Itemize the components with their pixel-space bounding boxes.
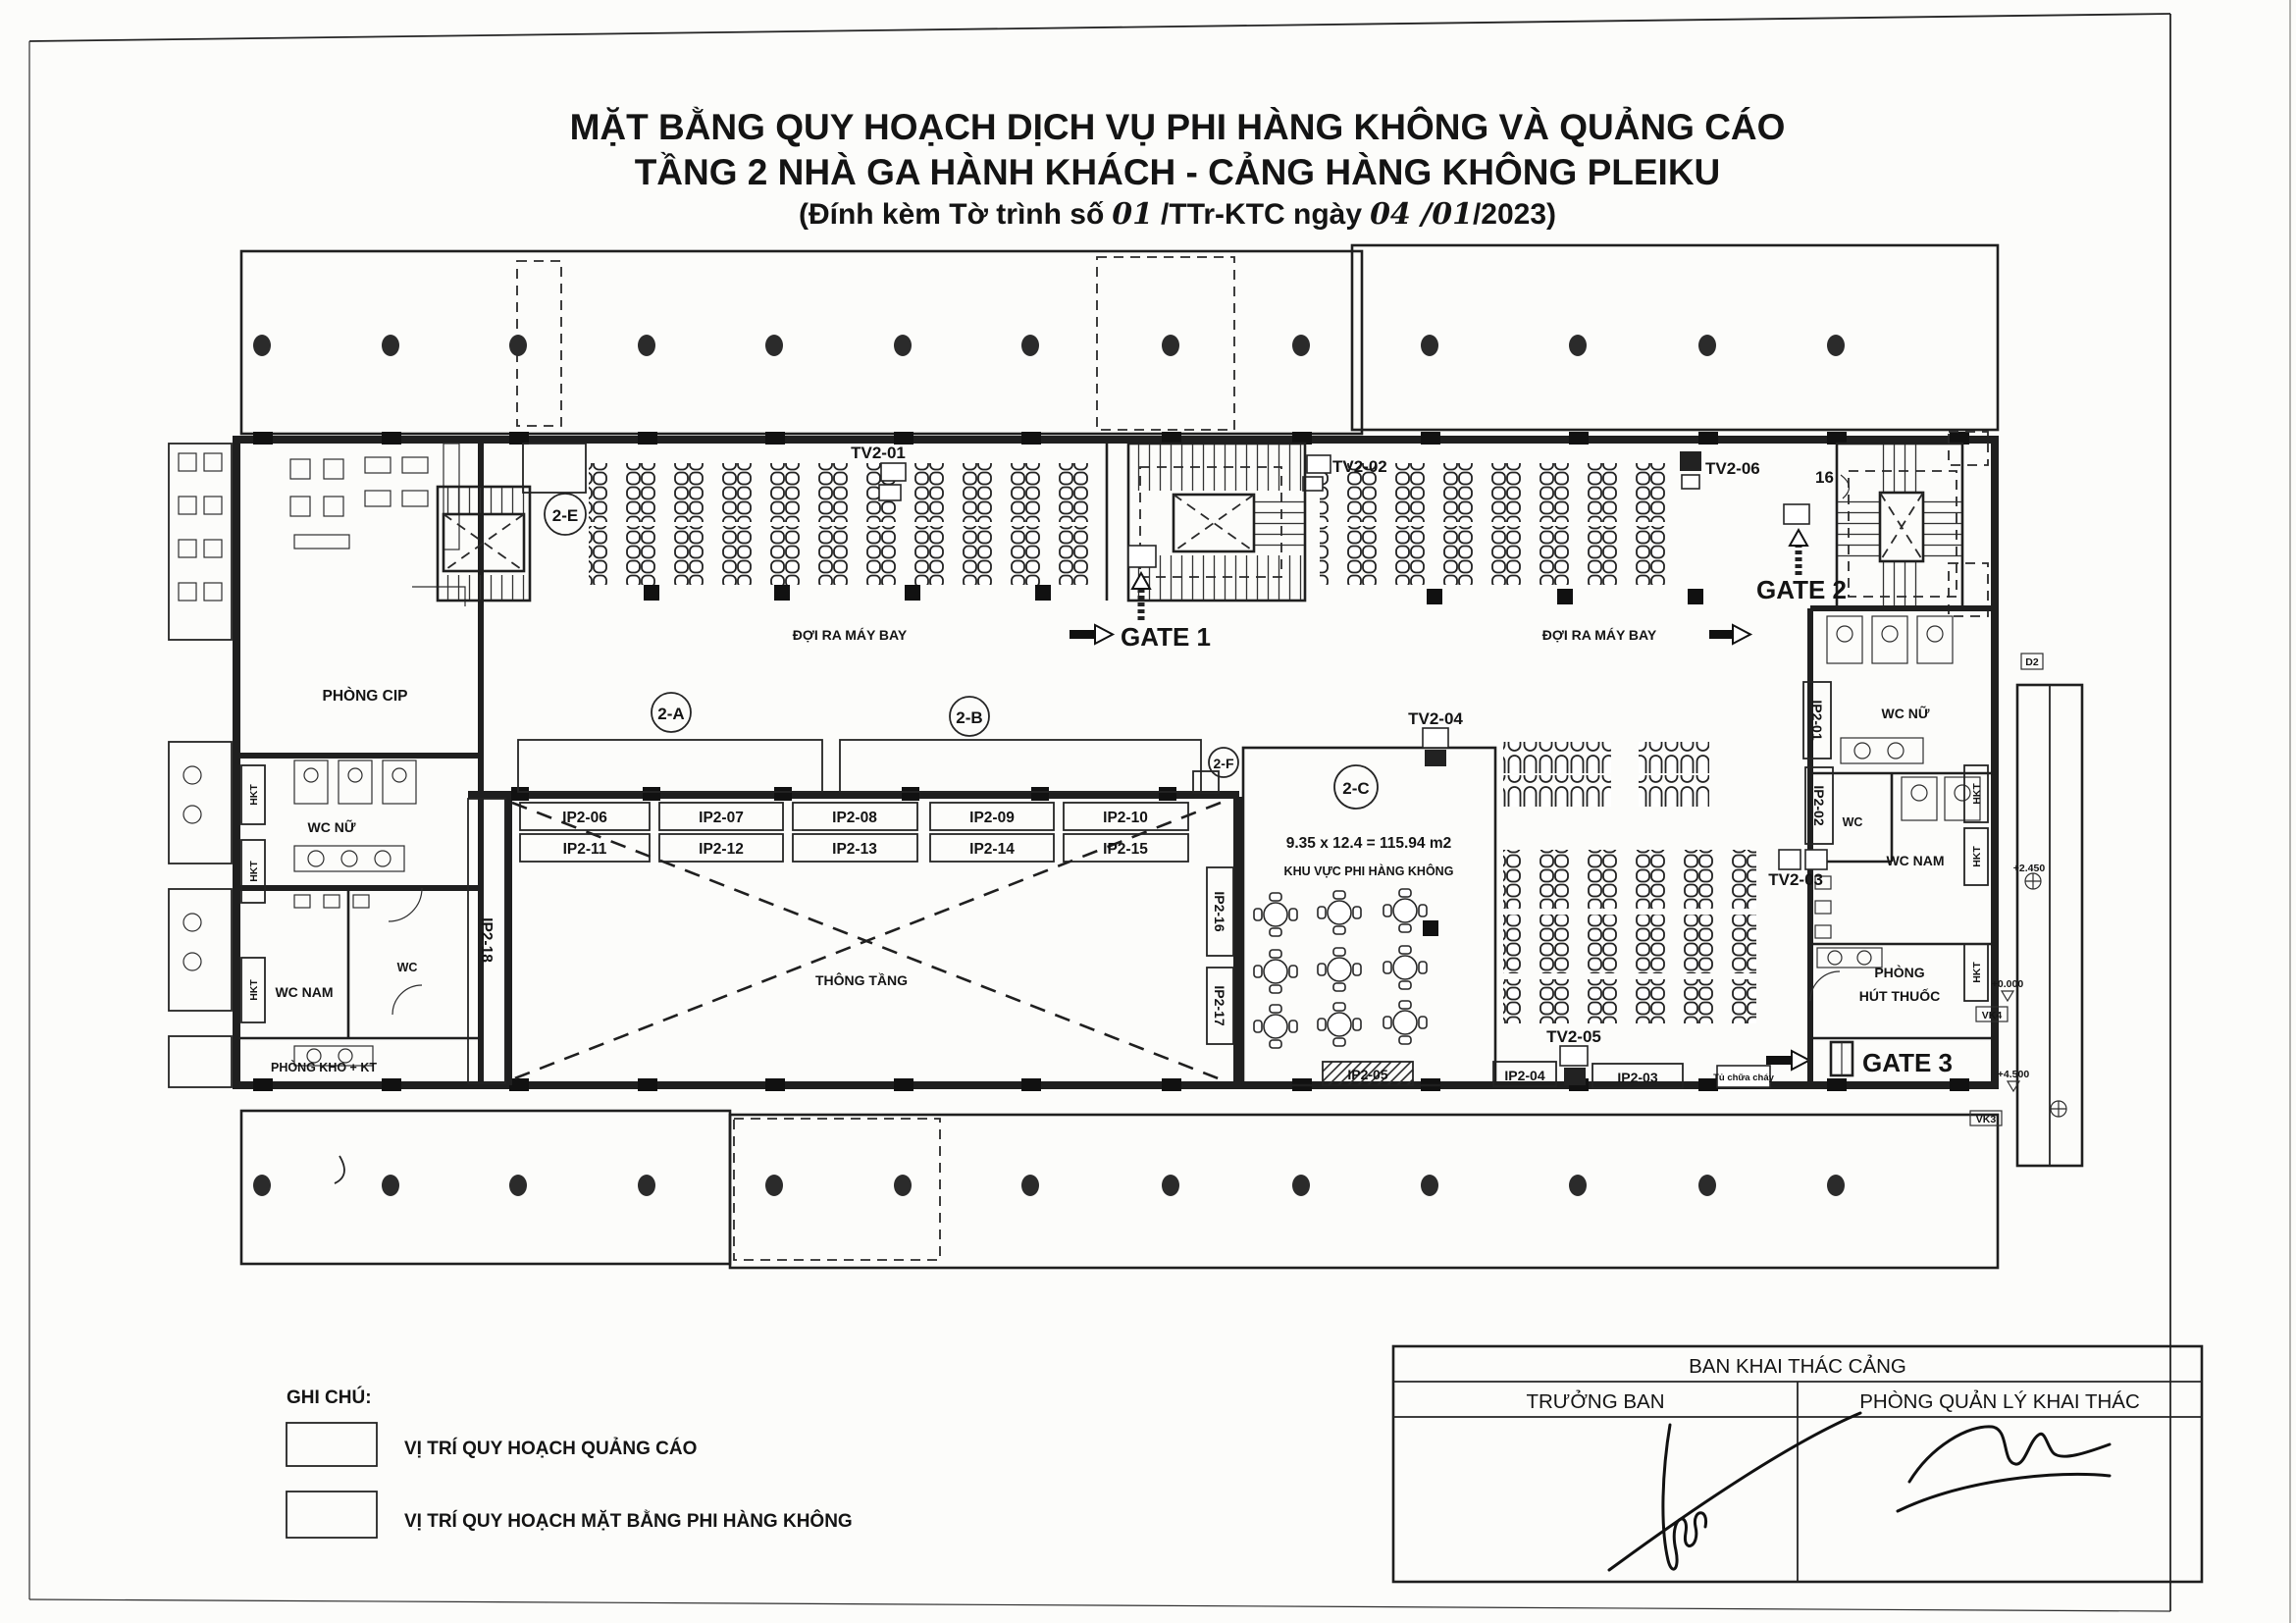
tv2-01-label: TV2-01 xyxy=(851,444,906,462)
ad-box-ip2-05: IP2-05 xyxy=(1347,1067,1388,1082)
gate3-arrow xyxy=(1766,1051,1809,1070)
title-block xyxy=(570,106,1786,232)
title-line3-prefix: (Đính kèm Tờ trình số xyxy=(798,198,1105,231)
void-atrium xyxy=(468,787,1243,1085)
hkt-shaft-label: HKT xyxy=(248,979,260,1001)
ad-box-ip2-15: IP2-15 xyxy=(1103,841,1148,858)
legend-item-advertising: VỊ TRÍ QUY HOẠCH QUẢNG CÁO xyxy=(404,1439,698,1459)
page-border xyxy=(29,0,2290,1623)
tv2-04-label: TV2-04 xyxy=(1408,709,1463,728)
zone-circle-2a: 2-A xyxy=(657,705,685,723)
wait-arrow-right xyxy=(1709,625,1750,644)
elevation-2450: +2.450 xyxy=(2012,863,2046,874)
room-label-wc-nam-left: WC NAM xyxy=(275,984,334,1000)
room-label-wc-left: WC xyxy=(396,961,418,974)
stair-note-16: 16 xyxy=(1815,468,1834,487)
title-line3-mid: /TTr-KTC ngày xyxy=(1161,198,1363,231)
roof-columns-top xyxy=(253,335,1845,356)
elevation-4500: +4.500 xyxy=(1997,1069,2030,1080)
void-label: THÔNG TẦNG xyxy=(814,972,909,988)
hkt-shaft-label: HKT xyxy=(1971,783,1983,805)
hkt-shaft-label: HKT xyxy=(248,784,260,806)
pen-mark xyxy=(335,1156,344,1183)
ad-strip-ip2-17: IP2-17 xyxy=(1212,985,1227,1026)
stair-gate1 xyxy=(1070,444,1305,652)
ad-strip-ip2-02: IP2-02 xyxy=(1811,785,1827,826)
legend-heading: GHI CHÚ: xyxy=(287,1387,372,1408)
ad-box-ip2-03: IP2-03 xyxy=(1617,1070,1658,1085)
ad-strip-ip2-01: IP2-01 xyxy=(1809,700,1825,741)
zone-2e-adv-block xyxy=(523,444,586,493)
zone-2a-strip xyxy=(518,740,822,792)
bottom-corridor xyxy=(1493,1027,1809,1088)
ad-box-ip2-12: IP2-12 xyxy=(699,841,744,858)
ad-strip-ip2-18: IP2-18 xyxy=(478,917,495,963)
ad-box-ip2-14: IP2-14 xyxy=(969,841,1015,858)
title-doc-number: 01 xyxy=(1112,197,1154,232)
room-label-kho-kt: PHÒNG KHO + KT xyxy=(271,1061,377,1074)
ad-box-ip2-04: IP2-04 xyxy=(1504,1068,1545,1083)
roof-columns-bottom xyxy=(253,1175,1845,1196)
table-col-truong-ban: TRƯỞNG BAN xyxy=(1526,1390,1665,1413)
d2-label: D2 xyxy=(2025,656,2039,668)
bottom-canopy xyxy=(241,1111,1998,1268)
table-header-ban-khai-thac-cang: BAN KHAI THÁC CẢNG xyxy=(1689,1355,1906,1378)
ad-box-ip2-13: IP2-13 xyxy=(832,841,877,858)
wait-area-text-left: ĐỢI RA MÁY BAY xyxy=(792,627,908,643)
drawing-title-line2: TẦNG 2 NHÀ GA HÀNH KHÁCH - CẢNG HÀNG KHÔNG PLEIKU xyxy=(634,152,1721,192)
left-annex xyxy=(169,444,232,1087)
zone-circle-2b: 2-B xyxy=(956,708,983,727)
stair-2e xyxy=(438,444,586,601)
room-label-cip: PHÒNG CIP xyxy=(322,688,408,705)
top-canopy xyxy=(241,245,1998,434)
right-center-seating xyxy=(1503,742,1756,1023)
fire-cabinet-label: Tủ chữa cháy xyxy=(1713,1073,1774,1083)
hkt-shaft-label: HKT xyxy=(1971,962,1983,983)
right-staircase xyxy=(1970,685,2082,1166)
tv2-06-label: TV2-06 xyxy=(1705,459,1760,478)
tv2-02-label: TV2-02 xyxy=(1332,457,1387,476)
zone-circle-2c: 2-C xyxy=(1342,779,1370,798)
ad-strip-ip2-16: IP2-16 xyxy=(1212,891,1227,932)
zone-circle-2f: 2-F xyxy=(1213,756,1234,771)
gate1-sign xyxy=(1070,622,1211,652)
ad-box-ip2-07: IP2-07 xyxy=(699,810,744,826)
title-line3-suffix: /2023) xyxy=(1472,198,1557,231)
legend-swatch-advertising xyxy=(287,1423,377,1466)
ad-box-ip2-08: IP2-08 xyxy=(832,810,877,826)
ad-box-ip2-06: IP2-06 xyxy=(562,810,607,826)
title-date-handwritten: 04 /01 xyxy=(1370,197,1473,232)
room-label-smoking-1: PHÒNG xyxy=(1874,965,1925,980)
ad-box-ip2-11: IP2-11 xyxy=(562,841,607,858)
legend-swatch-non-aviation xyxy=(287,1492,377,1538)
legend-item-non-aviation: VỊ TRÍ QUY HOẠCH MẶT BẰNG PHI HÀNG KHÔNG xyxy=(404,1511,853,1532)
gate2-label: GATE 2 xyxy=(1756,575,1847,604)
zone-2c-area-name: KHU VỰC PHI HÀNG KHÔNG xyxy=(1283,864,1454,878)
table-col-phong-quan-ly: PHÒNG QUẢN LÝ KHAI THÁC xyxy=(1859,1390,2140,1413)
hkt-shaft-label: HKT xyxy=(1971,846,1983,867)
room-label-wc-nam-right: WC NAM xyxy=(1886,853,1945,868)
room-label-wc-nu-right: WC NỮ xyxy=(1881,706,1930,721)
gate3-label: GATE 3 xyxy=(1862,1048,1953,1077)
room-label-wc-right: WC xyxy=(1842,815,1863,829)
right-rooms xyxy=(1768,608,1995,1085)
ad-box-ip2-10: IP2-10 xyxy=(1103,810,1148,826)
signature-left xyxy=(1609,1413,1860,1570)
drawing-title-line1: MẶT BẰNG QUY HOẠCH DỊCH VỤ PHI HÀNG KHÔNG VÀ QUẢNG CÁO xyxy=(569,107,1786,147)
wait-area-text-right: ĐỢI RA MÁY BAY xyxy=(1541,627,1657,643)
signature-right xyxy=(1898,1427,2110,1511)
tv2-05-label: TV2-05 xyxy=(1546,1027,1601,1046)
legend xyxy=(287,1387,853,1538)
zone-2c xyxy=(1243,709,1495,1085)
zone-2c-area-value: 9.35 x 12.4 = 115.94 m2 xyxy=(1285,835,1452,852)
stair-gate2 xyxy=(1756,432,2043,669)
zone-2b-strip xyxy=(840,740,1201,792)
signature-table xyxy=(1393,1346,2202,1582)
elevation-0000: +0.000 xyxy=(1991,978,2024,990)
shaft-vk4: VK4 xyxy=(1981,1010,2003,1021)
zone-circle-2e: 2-E xyxy=(551,506,579,525)
room-label-wc-nu-left: WC NỮ xyxy=(307,819,356,835)
shaft-vk3: VK3 xyxy=(1975,1114,1997,1126)
ad-box-ip2-09: IP2-09 xyxy=(969,810,1015,826)
ad-strips xyxy=(518,693,1238,862)
gate1-label: GATE 1 xyxy=(1121,622,1211,652)
room-label-smoking-2: HÚT THUỐC xyxy=(1858,988,1941,1004)
drawing-title-line3 xyxy=(799,197,1556,232)
hkt-shaft-label: HKT xyxy=(248,861,260,882)
tv2-03-label: TV2-03 xyxy=(1768,870,1823,889)
